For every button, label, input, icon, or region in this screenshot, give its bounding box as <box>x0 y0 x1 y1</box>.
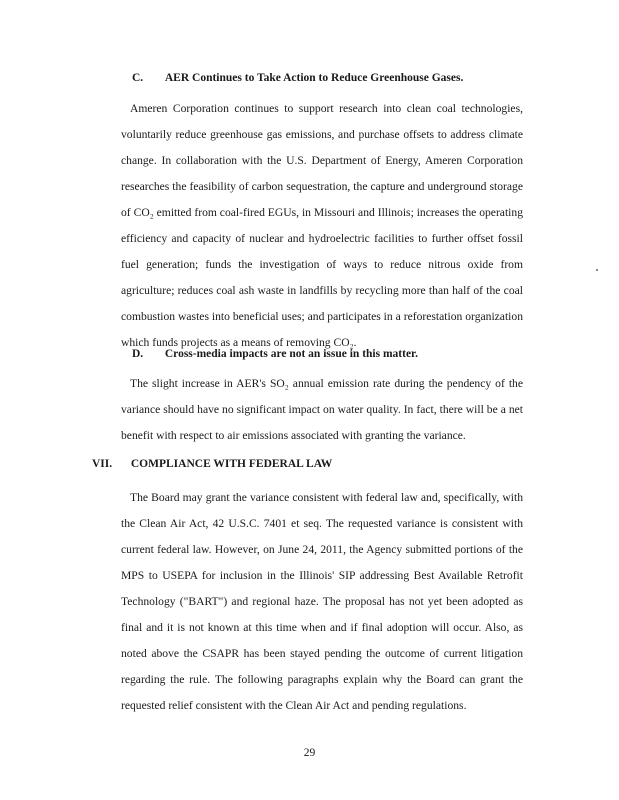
section-vii-heading <box>92 458 332 470</box>
section-c-label: C. <box>132 72 144 84</box>
page-number: 29 <box>303 747 316 759</box>
section-d-heading <box>132 348 418 360</box>
section-vii-label: VII. <box>92 458 113 470</box>
section-c-paragraph-block <box>121 96 523 356</box>
section-c-title: AER Continues to Take Action to Reduce Greenhouse Gases. <box>164 72 464 84</box>
section-d-paragraph-block <box>121 371 523 449</box>
section-d-paragraph: The slight increase in AER's SO₂ annual emission rate during the pendency of the variance should have no significant impact on water quality. In fact, there will be a net benefit with respect to air emissions associated with granting the variance. <box>121 377 523 442</box>
section-vii-paragraph: The Board may grant the variance consistent with federal law and, specifically, with the Clean Air Act, 42 U.S.C. 7401 et seq. The requested variance is consistent with current federal law. However, on June 24, 2011, the Agency submitted portions of the MPS to USEPA for inclusion in the Illinois' SIP addressing Best Available Retrofit Technology ("BART") and regional haze. The proposal has not yet been adopted as final and it is not known at this time when and if final adoption will occur. Also, as noted above the CSAPR has been stayed pending the outcome of current litigation regarding the rule. The following paragraphs explain why the Board can grant the requested relief consistent with the Clean Air Act and pending regulations. <box>121 491 523 712</box>
scan-speck <box>596 269 598 271</box>
section-vii-title: COMPLIANCE WITH FEDERAL LAW <box>130 458 333 470</box>
section-d-label: D. <box>132 348 144 360</box>
section-c-paragraph: Ameren Corporation continues to support research into clean coal technologies, voluntarily reduce greenhouse gas emissions, and purchase offsets to address climate change. In collaboration with the U.S. Department of Energy, Ameren Corporation researches the feasibility of carbon sequestration, the capture and underground storage of CO₂ emitted from coal-fired EGUs, in Missouri and Illinois; increases the operating efficiency and capacity of nuclear and hydroelectric facilities to further offset fossil fuel generation; funds the investigation of ways to reduce nitrous oxide from agriculture; reduces coal ash waste in landfills by recycling more than half of the coal combustion wastes into beneficial uses; and participates in a reforestation organization which funds projects as a means of removing CO₂. <box>121 102 523 349</box>
section-d-title: Cross-media impacts are not an issue in this matter. <box>164 348 418 360</box>
section-vii-paragraph-block <box>121 485 523 719</box>
section-c-heading <box>132 72 463 84</box>
